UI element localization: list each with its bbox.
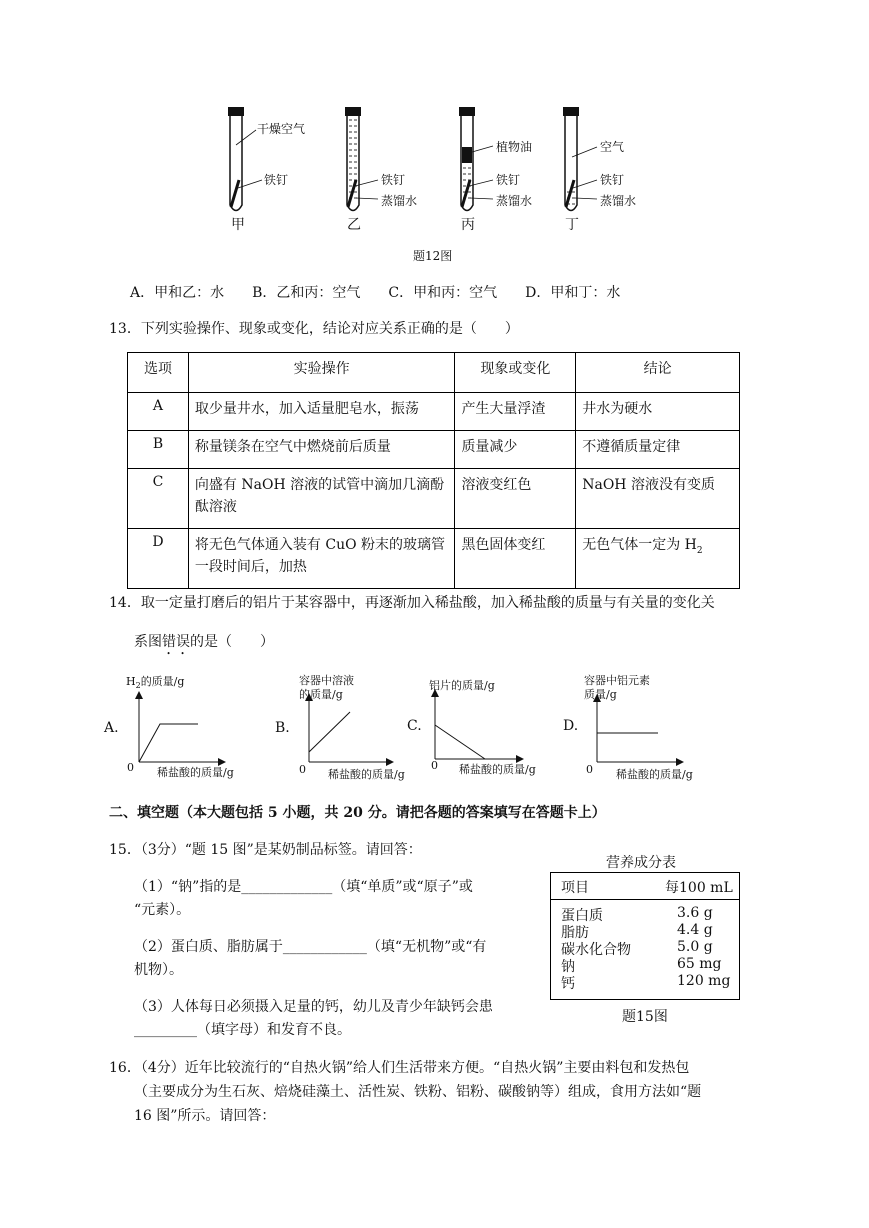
- graph-b-curve: [309, 712, 350, 752]
- cell-operation: 将无色气体通入装有 CuO 粉末的玻璃管一段时间后，加热: [188, 529, 455, 589]
- graph-c-origin: 0: [431, 759, 438, 772]
- label-distilled-water: 蒸馏水: [496, 194, 533, 208]
- nutrition-caption: 题15图: [622, 1009, 668, 1025]
- graph-d-ylabel-2: 质量/g: [584, 688, 617, 701]
- tube-letter: 乙: [347, 217, 361, 233]
- q16-line2: （主要成分为生石灰、焙烧硅藻土、活性炭、铁粉、铝粉、碳酸钠等）组成，食用方法如“题: [134, 1084, 702, 1100]
- graph-a-curve: [139, 724, 198, 762]
- q14-stem-line2: 系图错误的是（ ）: [134, 634, 274, 650]
- graph-d: [597, 698, 680, 762]
- cell-operation: 称量镁条在空气中燃烧前后质量: [188, 431, 455, 469]
- cell-option: B: [128, 431, 189, 469]
- label-air: 空气: [600, 140, 625, 154]
- graph-c-ylabel: 铝片的质量/g: [429, 679, 495, 692]
- header-operation: 实验操作: [188, 353, 455, 393]
- cell-phenomenon: 黑色固体变红: [455, 529, 576, 589]
- nutrition-table: [550, 872, 740, 1000]
- header-phenomenon: 现象或变化: [455, 353, 576, 393]
- nutrition-row-value: 120 mg: [677, 973, 731, 989]
- header-option: 选项: [128, 353, 189, 393]
- graph-b: [309, 697, 390, 762]
- graph-b-origin: 0: [299, 763, 306, 776]
- graph-b-letter: B.: [275, 720, 290, 736]
- nutrition-row-name: 碳水化合物: [561, 942, 631, 958]
- q16-line1: 16．（4分）近年比较流行的“自热火锅”给人们生活带来方便。“自热火锅”主要由料包和发热包: [109, 1060, 690, 1076]
- label-distilled-water: 蒸馏水: [381, 194, 418, 208]
- graph-a-ylabel: $H_2$的质量/g: [126, 675, 185, 691]
- nutrition-row-name: 蛋白质: [561, 908, 603, 924]
- nutrition-col-item: 项目: [561, 880, 589, 896]
- nutrition-row-value: 3.6 g: [677, 905, 713, 921]
- emphasis-wrong: 错误: [162, 634, 190, 650]
- cell-operation: 取少量井水，加入适量肥皂水，振荡: [188, 393, 455, 431]
- nutrition-row-name: 钠: [561, 959, 575, 975]
- nutrition-row-name: 脂肪: [561, 925, 589, 941]
- cell-option: A: [128, 393, 189, 431]
- label-distilled-water: 蒸馏水: [600, 194, 637, 208]
- q15-part2-line1: （2）蛋白质、脂肪属于____________（填“无机物”或“有: [134, 939, 487, 955]
- header-conclusion: 结论: [576, 353, 740, 393]
- q15-part1-line2: “元素）。: [134, 902, 191, 918]
- nutrition-col-per100: 每100 mL: [665, 880, 733, 896]
- q15-part2-line2: 机物）。: [134, 962, 183, 978]
- nutrition-row-value: 65 mg: [677, 956, 722, 972]
- graph-a-letter: A.: [104, 720, 119, 736]
- q16-line3: 16 图”所示。请回答：: [134, 1108, 276, 1124]
- label-iron-nail: 铁钉: [264, 173, 289, 187]
- tube-letter: 丁: [565, 217, 579, 233]
- cell-conclusion: NaOH 溶液没有变质: [576, 469, 740, 529]
- graph-d-letter: D.: [563, 718, 579, 734]
- graph-d-origin: 0: [586, 763, 593, 776]
- graph-b-xlabel: 稀盐酸的质量/g: [328, 768, 405, 781]
- q15-part3-line1: （3）人体每日必须摄入足量的钙，幼儿及青少年缺钙会患: [134, 999, 493, 1015]
- label-iron-nail: 铁钉: [600, 173, 625, 187]
- graph-c-xlabel: 稀盐酸的质量/g: [459, 763, 536, 776]
- label-vegetable-oil: 植物油: [496, 140, 533, 154]
- nutrition-row-value: 5.0 g: [677, 939, 713, 955]
- graph-b-ylabel-2: 的质量/g: [299, 688, 343, 701]
- cell-phenomenon: 质量减少: [455, 431, 576, 469]
- cell-conclusion: 井水为硬水: [576, 393, 740, 431]
- label-iron-nail: 铁钉: [496, 173, 521, 187]
- graph-a-origin: 0: [127, 761, 134, 774]
- nutrition-title: 营养成分表: [606, 855, 676, 871]
- cell-option: C: [128, 469, 189, 529]
- cell-conclusion: 不遵循质量定律: [576, 431, 740, 469]
- cell-phenomenon: 产生大量浮渣: [455, 393, 576, 431]
- q15-part3-line2: _________（填字母）和发育不良。: [134, 1022, 351, 1038]
- fig12-caption: 题12图: [413, 249, 453, 263]
- q15-stem: 15．（3分）“题 15 图”是某奶制品标签。请回答：: [109, 842, 422, 858]
- graph-d-xlabel: 稀盐酸的质量/g: [616, 768, 693, 781]
- section-2-heading: 二、填空题（本大题包括 5 小题，共 20 分。请把各题的答案填写在答题卡上）: [109, 805, 606, 821]
- q14-stem: 14．取一定量打磨后的铝片于某容器中，再逐渐加入稀盐酸，加入稀盐酸的质量与有关量的变化关: [109, 595, 715, 611]
- nutrition-row-name: 钙: [561, 976, 575, 992]
- tube-letter: 甲: [231, 217, 245, 233]
- nutrition-row-value: 4.4 g: [677, 922, 713, 938]
- q13-stem: 13．下列实验操作、现象或变化，结论对应关系正确的是（ ）: [109, 321, 519, 337]
- label-iron-nail: 铁钉: [381, 173, 406, 187]
- graph-d-ylabel-1: 容器中铝元素: [584, 674, 650, 687]
- q12-options: A．甲和乙：水 B．乙和丙：空气 C．甲和丙：空气 D．甲和丁：水: [130, 285, 621, 301]
- graph-c-letter: C.: [407, 718, 422, 734]
- graph-a: [139, 695, 222, 762]
- label-dry-air: 干燥空气: [257, 122, 306, 136]
- cell-operation: 向盛有 NaOH 溶液的试管中滴加几滴酚酞溶液: [188, 469, 455, 529]
- tube-letter: 丙: [461, 217, 475, 233]
- q15-part1-line1: （1）“钠”指的是_____________（填“单质”或“原子”或: [134, 879, 473, 895]
- cell-phenomenon: 溶液变红色: [455, 469, 576, 529]
- graph-a-xlabel: 稀盐酸的质量/g: [157, 766, 234, 779]
- graph-b-ylabel-1: 容器中溶液: [299, 674, 354, 687]
- graph-c: [435, 693, 520, 759]
- cell-conclusion: 无色气体一定为 $H_2$: [576, 529, 740, 589]
- cell-option: D: [128, 529, 189, 589]
- graph-c-curve: [435, 725, 485, 759]
